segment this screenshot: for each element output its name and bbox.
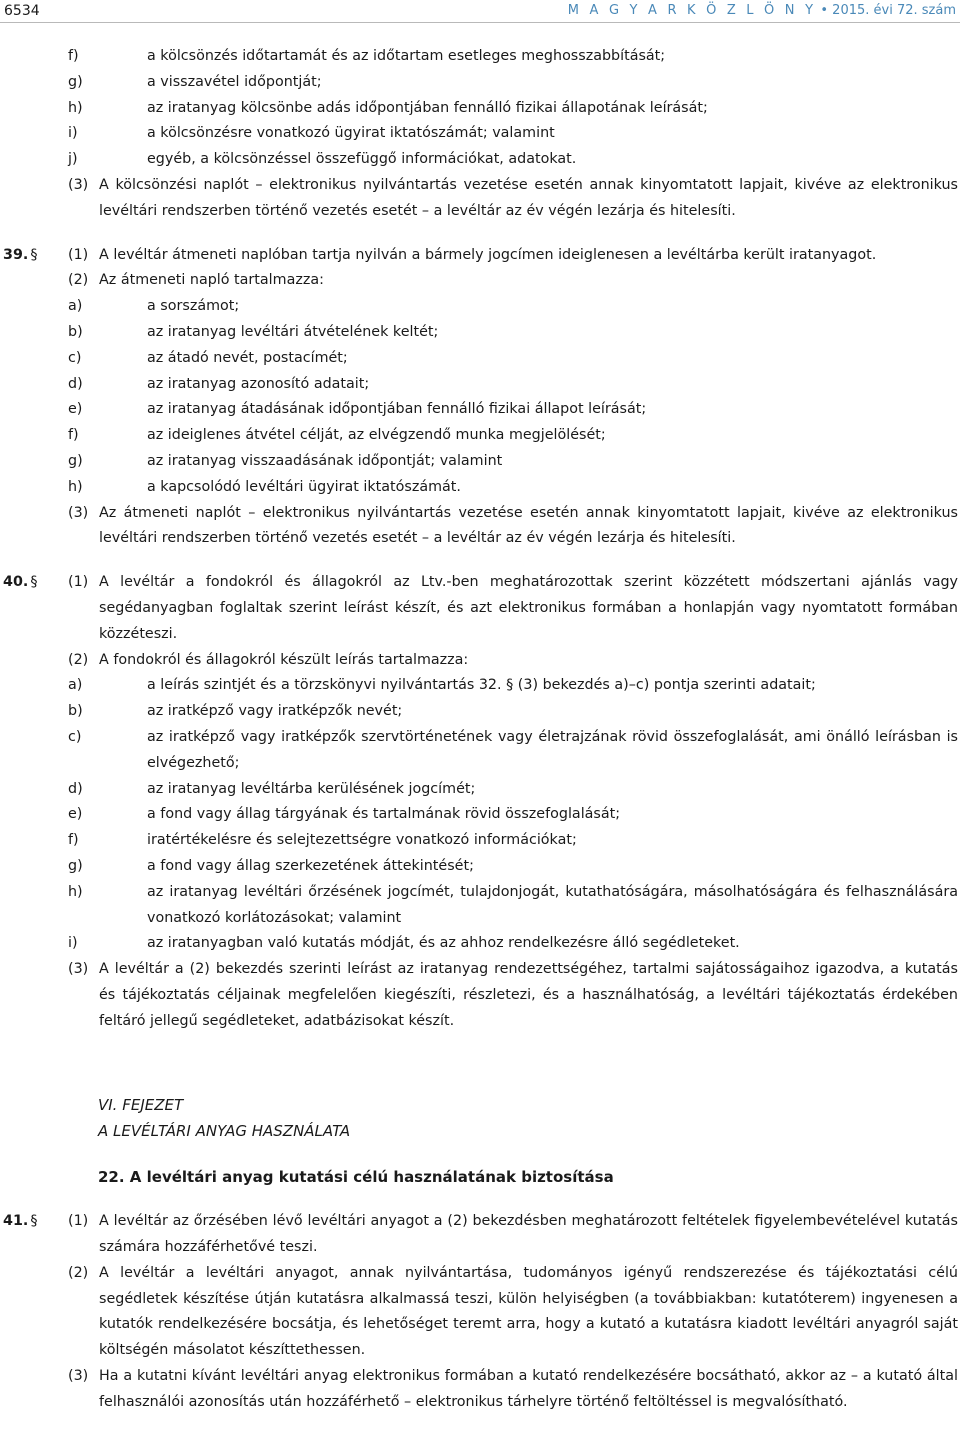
list-item: f) a kölcsönzés időtartamát és az időtartam esetleges meghosszabbítását; <box>68 48 666 64</box>
list-item: j) egyéb, a kölcsönzéssel összefüggő információkat, adatokat. <box>68 151 577 168</box>
section-number: 41. § <box>3 1213 38 1230</box>
paragraph: (3) A levéltár a (2) bekezdés szerinti leírást az iratanyag rendezettségéhez, tartalmi sajátosságaihoz igazodva, a kutatás és tájékoztatás céljainak megfelelően kiegészíti, részletezi, és a használhatóság, a levéltári tájékoztatás érdekében feltáró jellegű segédleteket, adatbázisokat készít. <box>68 961 958 1029</box>
list-item: c) az iratképző vagy iratképzők szervtörténetének vagy életrajzának rövid összefoglalását, ami önálló leírásban is elvégezhető; <box>68 728 958 771</box>
list-item: f) az ideiglenes átvétel célját, az elvégzendő munka megjelölését; <box>68 427 606 444</box>
list-item: f) iratértékelésre és selejtezettségre vonatkozó információkat; <box>68 832 577 849</box>
subheading: 22. A levéltári anyag kutatási célú használatának biztosítása <box>98 1168 614 1187</box>
list-item: h) az iratanyag kölcsönbe adás időpontjában fennálló fizikai állapotának leírását; <box>68 99 708 116</box>
list-item: h) a kapcsolódó levéltári ügyirat iktatószámát. <box>68 478 461 495</box>
header-rule <box>0 22 960 23</box>
chapter-number: VI. FEJEZET <box>98 1096 184 1115</box>
list-item: i) a kölcsönzésre vonatkozó ügyirat iktatószámát; valamint <box>68 125 555 142</box>
list-item: g) az iratanyag visszaadásának időpontját; valamint <box>68 452 503 469</box>
list-item: b) az iratképző vagy iratképzők nevét; <box>68 703 403 720</box>
paragraph: (3) Ha a kutatni kívánt levéltári anyag elektronikus formában a kutató rendelkezésére bocsátható, akkor az – a kutató által felhasználói azonosítás után hozzáférhető – elektronikus tárhelyre történő feltöltéssel is megvalósítható. <box>68 1368 958 1410</box>
list-item: b) az iratanyag levéltári átvételének keltét; <box>68 323 439 340</box>
list-item: d) az iratanyag azonosító adatait; <box>68 375 370 392</box>
list-item: d) az iratanyag levéltárba kerülésének jogcímét; <box>68 780 476 797</box>
list-item: h) az iratanyag levéltári őrzésének jogcímét, tulajdonjogát, kutathatóságára, másolhatóságára és felhasználására vonatkozó korlátozásokat; valamint <box>68 883 958 926</box>
paragraph: (2) Az átmeneti napló tartalmazza: <box>68 272 324 289</box>
page-number: 6534 <box>4 3 40 19</box>
paragraph: (1) A levéltár a fondokról és állagokról az Ltv.-ben meghatározottak szerint közzétett módszertani ajánlás vagy segédanyagban foglaltak szerint leírást készít, és azt elektronikus formában a honlapján vagy nyomtatott formában közzéteszi. <box>68 574 958 642</box>
chapter-title: A LEVÉLTÁRI ANYAG HASZNÁLATA <box>98 1122 351 1141</box>
list-item: a) a sorszámot; <box>68 298 240 315</box>
paragraph: (3) Az átmeneti naplót – elektronikus nyilvántartás vezetése esetén annak kinyomtatott lapjait, kivéve az elektronikus levéltári rendszerben történő vezetés esetét – a levéltár az év végén lezárja és hitelesíti. <box>68 504 958 547</box>
paragraph: (2) A levéltár a levéltári anyagot, annak nyilvántartása, tudományos igényű rendszerezése és tájékoztatási célú segédletek készítése útján kutatásra alkalmassá teszi, külön helyiségben (a továbbiakban: kutatóterem) ingyenesen a kutatók rendelkezésére bocsátja, és lehetőséget teremt arra, hogy a kutató a kutatásra kiadott levéltári anyagról saját költségén másolatot készíttethessen. <box>68 1264 958 1359</box>
page-body <box>0 44 960 1416</box>
journal-title <box>568 0 956 22</box>
list-item: e) a fond vagy állag tárgyának és tartalmának rövid összefoglalását; <box>68 806 621 823</box>
list-item: e) az iratanyag átadásának időpontjában fennálló fizikai állapot leírását; <box>68 401 647 418</box>
page-header <box>0 0 960 24</box>
paragraph: (3) A kölcsönzési naplót – elektronikus nyilvántartás vezetése esetén annak kinyomtatott lapjait, kivéve az elektronikus levéltári rendszerben történő vezetés esetét – a levéltár az év végén lezárja és hitelesíti. <box>68 176 958 219</box>
issue-label: 2015. évi 72. szám <box>832 3 956 18</box>
list-item: i) az iratanyagban való kutatás módját, és az ahhoz rendelkezésre álló segédleteket. <box>68 935 740 952</box>
list-item: g) a fond vagy állag szerkezetének áttekintését; <box>68 857 474 874</box>
header-bullet: • <box>820 3 829 18</box>
list-item: c) az átadó nevét, postacímét; <box>68 349 348 366</box>
paragraph: (1) A levéltár az őrzésében lévő levéltári anyagot a (2) bekezdésben meghatározott feltételek figyelembevételével kutatás számára hozzáférhetővé teszi. <box>68 1213 958 1256</box>
chapter-heading <box>98 1092 960 1144</box>
paragraph: (2) A fondokról és állagokról készült leírás tartalmazza: <box>68 651 469 668</box>
section-41 <box>0 1209 960 1415</box>
paragraph: (1) A levéltár átmeneti naplóban tartja nyilván a bármely jogcímen ideiglenesen a levéltárba került iratanyagot. <box>68 246 877 263</box>
section-39 <box>0 243 960 553</box>
list-item: a) a leírás szintjét és a törzskönyvi nyilvántartás 32. § (3) bekezdés a)–c) pontja szerinti adatait; <box>68 677 816 694</box>
journal-name: M A G Y A R K Ö Z L Ö N Y <box>567 3 817 18</box>
list-item: g) a visszavétel időpontját; <box>68 73 322 90</box>
section-40 <box>0 570 960 1034</box>
section-number: 40. § <box>3 574 38 591</box>
section-number: 39. § <box>3 246 38 263</box>
